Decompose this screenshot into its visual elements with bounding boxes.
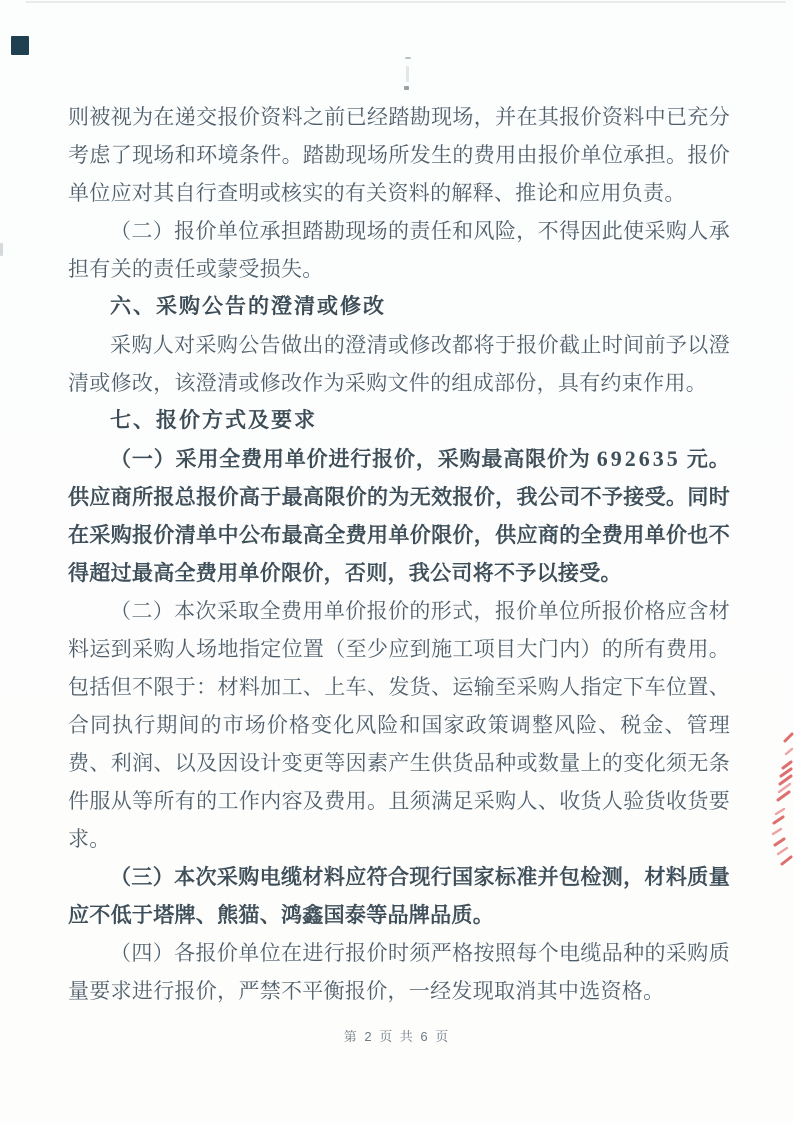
- paragraph-material-quality: （三）本次采购电缆材料应符合现行国家标准并包检测，材料质量应不低于塔牌、熊猫、鸿鑫国泰等品牌品质。: [68, 865, 730, 927]
- paragraph-site-visit-continuation: 则被视为在递交报价资料之前已经踏勘现场，并在其报价资料中已充分考虑了现场和环境条件。踏勘现场所发生的费用由报价单位承担。报价单位应对其自行查明或核实的有关资料的解释、推论和应用负责。: [68, 105, 730, 205]
- price-limit-value: 692635: [596, 446, 681, 471]
- page-footer: 第 2 页 共 6 页: [343, 1029, 451, 1044]
- heading-section-6-clarification: 六、采购公告的澄清或修改: [110, 295, 386, 318]
- paragraph-clarification-binding: 采购人对采购公告做出的澄清或修改都将于报价截止时间前予以澄清或修改，该澄清或修改作为采购文件的组成部份，具有约束作用。: [68, 333, 730, 395]
- scan-corner-mark: [11, 36, 29, 55]
- heading-section-7-quotation: 七、报价方式及要求: [110, 409, 317, 432]
- scan-speck: [406, 66, 409, 82]
- scan-speck: [0, 243, 3, 256]
- paragraph-quotation-rules: （四）各报价单位在进行报价时须严格按照每个电缆品种的采购质量要求进行报价，严禁不平衡报价，一经发现取消其中选资格。: [68, 941, 730, 1003]
- scan-speck: [405, 57, 411, 59]
- paragraph-unit-price-scope: （二）本次采取全费用单价报价的形式，报价单位所报价格应含材料运到采购人场地指定位置（至少应到施工项目大门内）的所有费用。包括但不限于：材料加工、上车、发货、运输至采购人指定下车位置、合同执行期间的市场价格变化风险和国家政策调整风险、税金、管理费、利润、以及因设计变更等因素产生供货品种或数量上的变化须无条件服从等所有的工作内容及费用。且须满足采购人、收货人验货收货要求。: [68, 599, 730, 851]
- paragraph-site-visit-risk: （二）报价单位承担踏勘现场的责任和风险，不得因此使采购人承担有关的责任或蒙受损失。: [68, 219, 730, 281]
- paragraph-price-limit: [68, 440, 730, 592]
- document-body: [68, 98, 730, 1010]
- price-limit-text-before: （一）采用全费用单价进行报价，采购最高限价为: [110, 447, 597, 471]
- price-limit-text-after: 元。供应商所报总报价高于最高限价的为无效报价，我公司不予接受。同时在采购报价清单中公布最高全费用单价限价，供应商的全费用单价也不得超过最高全费用单价限价，否则，我公司将不予以接受。: [68, 447, 730, 585]
- red-stamp-fragment: [770, 730, 794, 870]
- scan-artifact-top-line: [26, 1, 786, 3]
- scan-speck: [404, 86, 409, 90]
